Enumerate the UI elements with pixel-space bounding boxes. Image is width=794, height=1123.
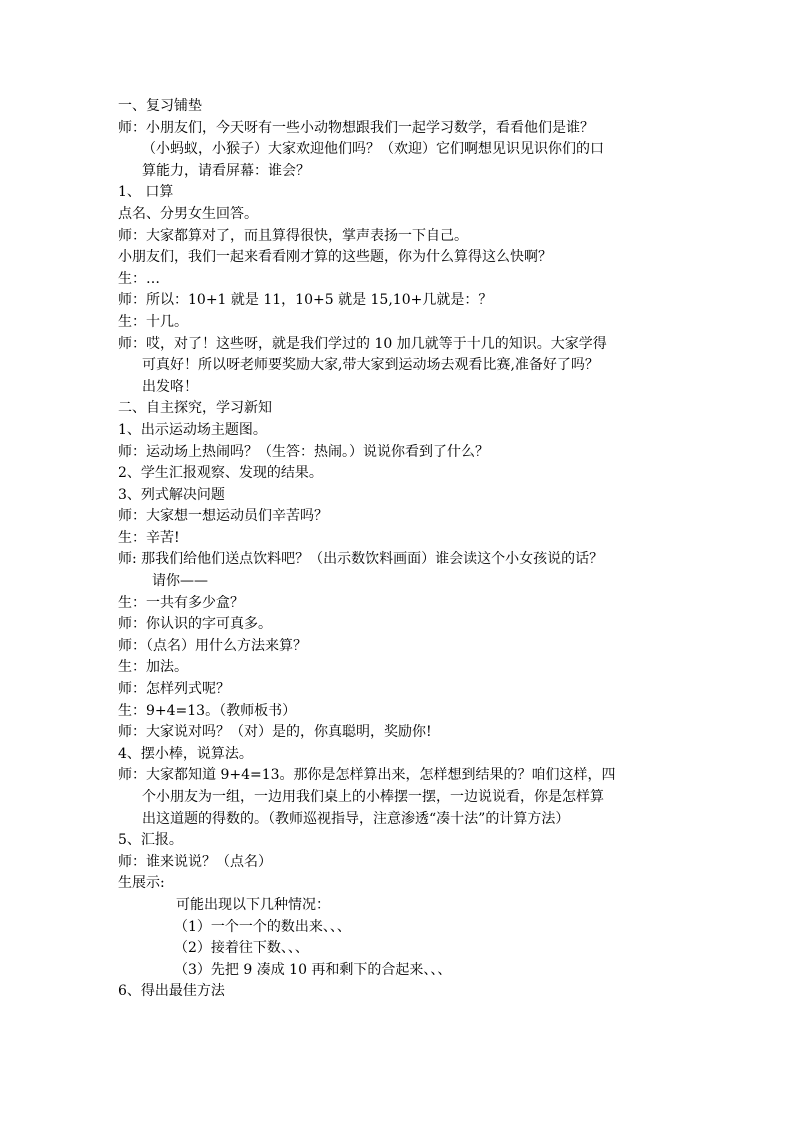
section-heading: 一、复习铺垫 bbox=[118, 98, 202, 114]
text-line: 个小朋友为一组，一边用我们桌上的小棒摆一摆，一边说说看，你是怎样算 bbox=[142, 789, 604, 805]
text-line: 出这道题的得数的。（教师巡视指导，注意渗透“凑十法”的计算方法） bbox=[142, 810, 570, 827]
text-line: 算能力，请看屏幕：谁会？ bbox=[142, 162, 310, 179]
text-line: 师：所以：10+1 就是 11，10+5 就是 15,10+几就是：？ bbox=[118, 292, 493, 309]
subsection-heading: 1、 口算 bbox=[118, 184, 174, 201]
text-line: 点名、分男女生回答。 bbox=[118, 205, 258, 222]
text-line: 生：一共有多少盒？ bbox=[118, 594, 244, 611]
subsection-heading: 2、学生汇报观察、发现的结果。 bbox=[118, 465, 323, 482]
text-line: 请你—— bbox=[152, 573, 208, 590]
text-line: 师：怎样列式呢？ bbox=[118, 681, 230, 698]
text-line: 生：… bbox=[118, 270, 160, 287]
text-line: 师：大家都算对了，而且算得很快，掌声表扬一下自己。 bbox=[118, 227, 468, 244]
text-line: 生展示: bbox=[118, 875, 165, 892]
subsection-heading: 3、列式解决问题 bbox=[118, 486, 225, 503]
text-line: 师：运动场上热闹吗？（生答：热闹。）说说你看到了什么？ bbox=[118, 443, 489, 460]
text-line: 师：大家说对吗？（对）是的，你真聪明，奖励你! bbox=[118, 724, 432, 741]
text-line: 师：大家都知道 9+4=13。那你是怎样算出来，怎样想到结果的？咱们这样，四 bbox=[118, 767, 616, 784]
text-line: （小蚂蚁，小猴子）大家欢迎他们吗？（欢迎）它们啊想见识见识你们的口 bbox=[142, 141, 604, 158]
subsection-heading: 4、摆小棒，说算法。 bbox=[118, 745, 253, 762]
subsection-heading: 5、汇报。 bbox=[118, 832, 183, 849]
text-line: 师: 那我们给他们送点饮料吧？（出示数饮料画面）谁会读这个小女孩说的话？ bbox=[118, 551, 604, 568]
list-item: （2）接着往下数、、、 bbox=[174, 940, 309, 957]
text-line: 师：（点名）用什么方法来算？ bbox=[118, 637, 307, 654]
text-line: 师：哎，对了！这些呀，就是我们学过的 10 加几就等于十几的知识。大家学得 bbox=[118, 335, 607, 352]
text-line: 小朋友们，我们一起来看看刚才算的这些题，你为什么算得这么快啊？ bbox=[118, 249, 552, 266]
text-line: 生：加法。 bbox=[118, 659, 188, 676]
text-line: 生：十几。 bbox=[118, 313, 188, 330]
text-line: 可真好！所以呀老师要奖励大家,带大家到运动场去观看比赛,准备好了吗？ bbox=[142, 357, 599, 374]
section-heading: 二、自主探究，学习新知 bbox=[118, 400, 272, 417]
text-line: 师：大家想一想运动员们辛苦吗？ bbox=[118, 508, 328, 525]
document-body bbox=[118, 96, 688, 1003]
subsection-heading: 6、得出最佳方法 bbox=[118, 983, 225, 1000]
text-line: 生：9+4=13。（教师板书） bbox=[118, 702, 297, 719]
subsection-heading: 1、出示运动场主题图。 bbox=[118, 421, 267, 438]
text-line: 生：辛苦! bbox=[118, 529, 180, 546]
list-item: （1）一个一个的数出来、、、 bbox=[174, 918, 351, 935]
text-line: 师：小朋友们，今天呀有一些小动物想跟我们一起学习数学，看看他们是谁？ bbox=[118, 119, 594, 136]
list-item: （3）先把 9 凑成 10 再和剩下的合起来、、、 bbox=[174, 961, 452, 978]
text-line: 师：你认识的字可真多。 bbox=[118, 616, 272, 633]
text-line: 可能出现以下几种情况： bbox=[176, 896, 330, 913]
text-line: 师：谁来说说？（点名） bbox=[118, 853, 272, 870]
text-line: 出发咯！ bbox=[142, 378, 198, 395]
